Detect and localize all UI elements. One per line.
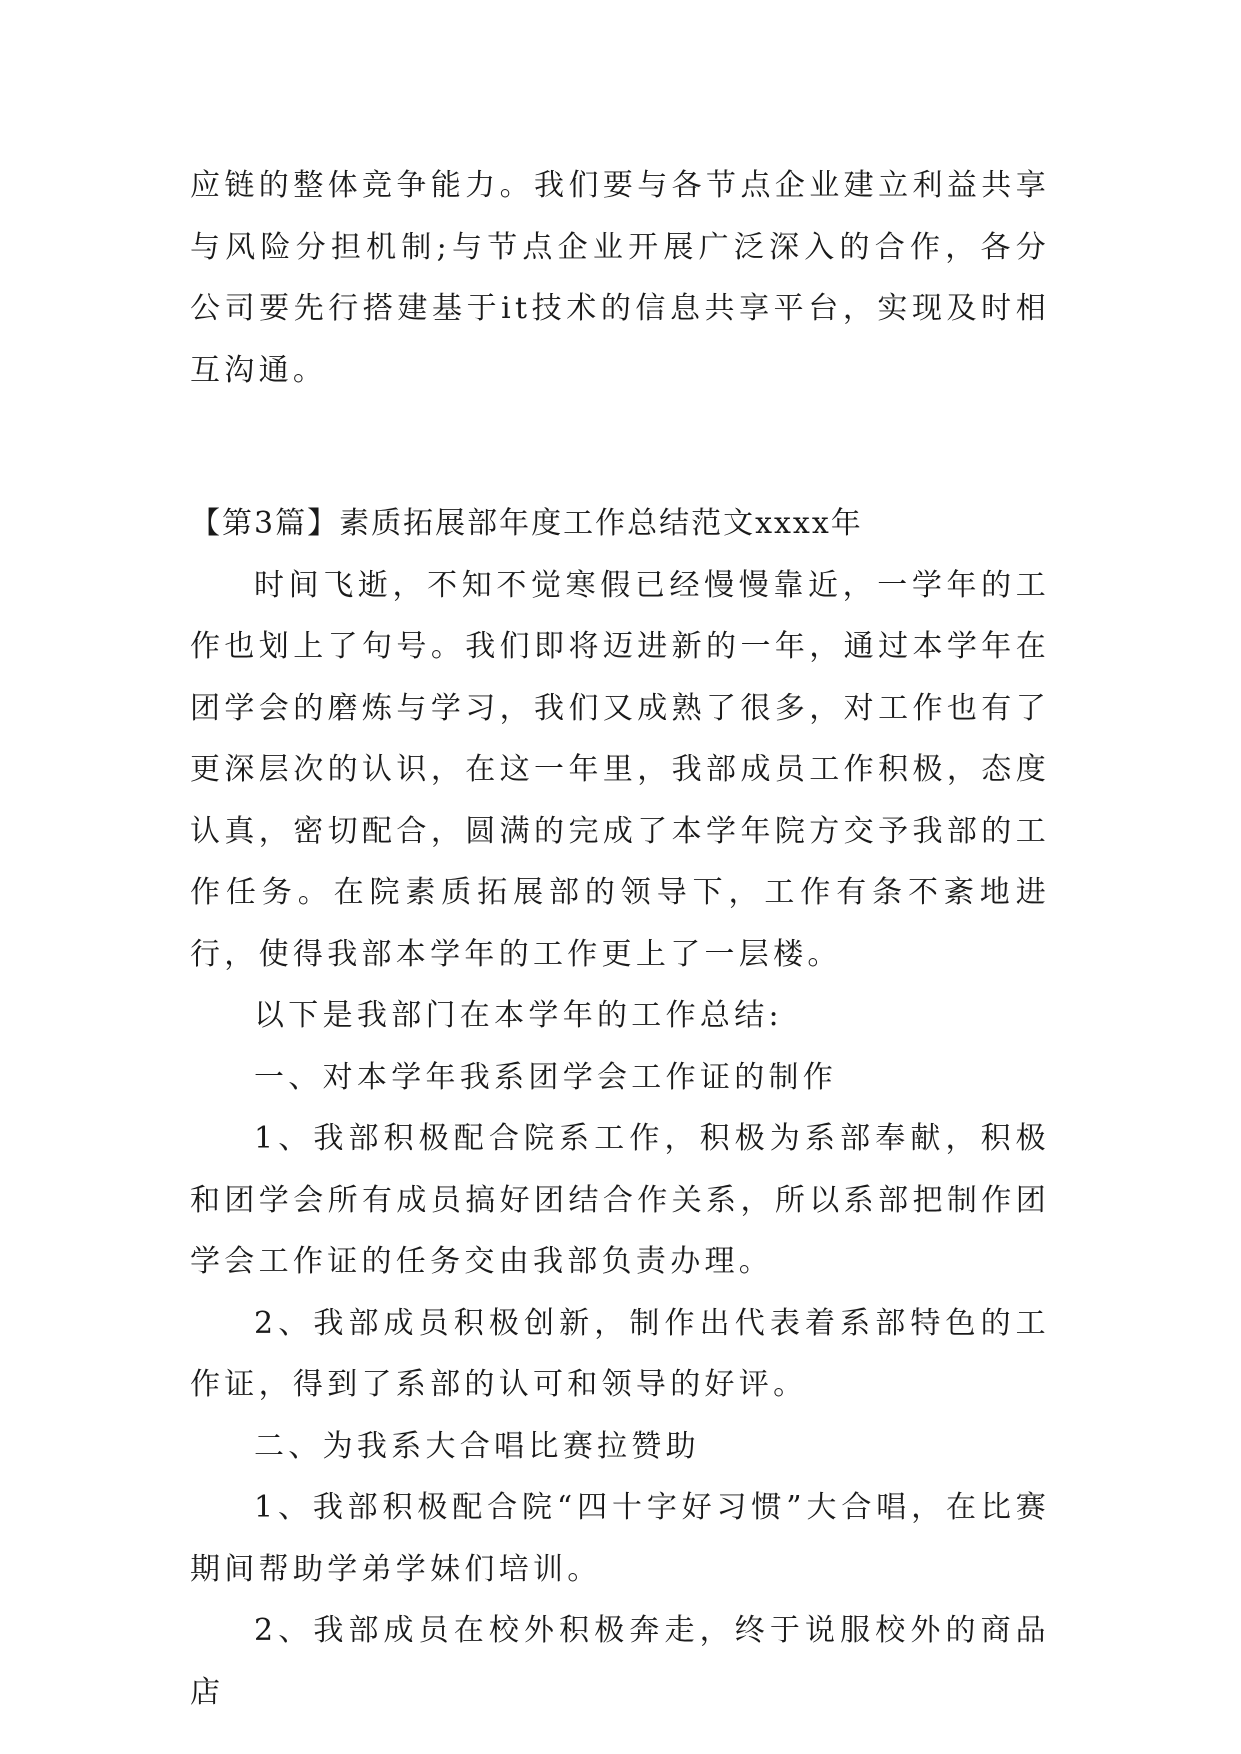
paragraph-summary-lead: 以下是我部门在本学年的工作总结: (254, 998, 783, 1033)
paragraph-badge-1: 1、我部积极配合院系工作，积极为系部奉献，积极和团学会所有成员搞好团结合作关系，所以系部把制作团学会工作证的任务交由我部负责办理。 (190, 1121, 1050, 1279)
heading-chorus-sponsorship: 二、为我系大合唱比赛拉赞助 (254, 1428, 700, 1464)
section-title: 【第3篇】素质拓展部年度工作总结范文xxxx年 (190, 506, 863, 541)
document-body (190, 155, 1050, 1723)
paragraph-intro: 时间飞逝，不知不觉寒假已经慢慢靠近，一学年的工作也划上了句号。我们即将迈进新的一年，通过本学年在团学会的磨炼与学习，我们又成熟了很多，对工作也有了更深层次的认识，在这一年里，我部成员工作积极，态度认真，密切配合，圆满的完成了本学年院方交予我部的工作任务。在院素质拓展部的领导下，工作有条不紊地进行，使得我部本学年的工作更上了一层楼。 (190, 567, 1050, 972)
paragraph-chorus-1: 1、我部积极配合院“四十字好习惯”大合唱，在比赛期间帮助学弟学妹们培训。 (190, 1490, 1050, 1587)
section-gap (190, 401, 1050, 493)
heading-work-badge: 一、对本学年我系团学会工作证的制作 (254, 1059, 838, 1095)
paragraph-chorus-2: 2、我部成员在校外积极奔走，终于说服校外的商品店 (190, 1613, 1050, 1710)
continuation-paragraph: 应链的整体竞争能力。我们要与各节点企业建立利益共享与风险分担机制;与节点企业开展广泛深入的合作，各分公司要先行搭建基于it技术的信息共享平台，实现及时相互沟通。 (190, 168, 1050, 388)
paragraph-badge-2: 2、我部成员积极创新，制作出代表着系部特色的工作证，得到了系部的认可和领导的好评。 (190, 1305, 1050, 1402)
